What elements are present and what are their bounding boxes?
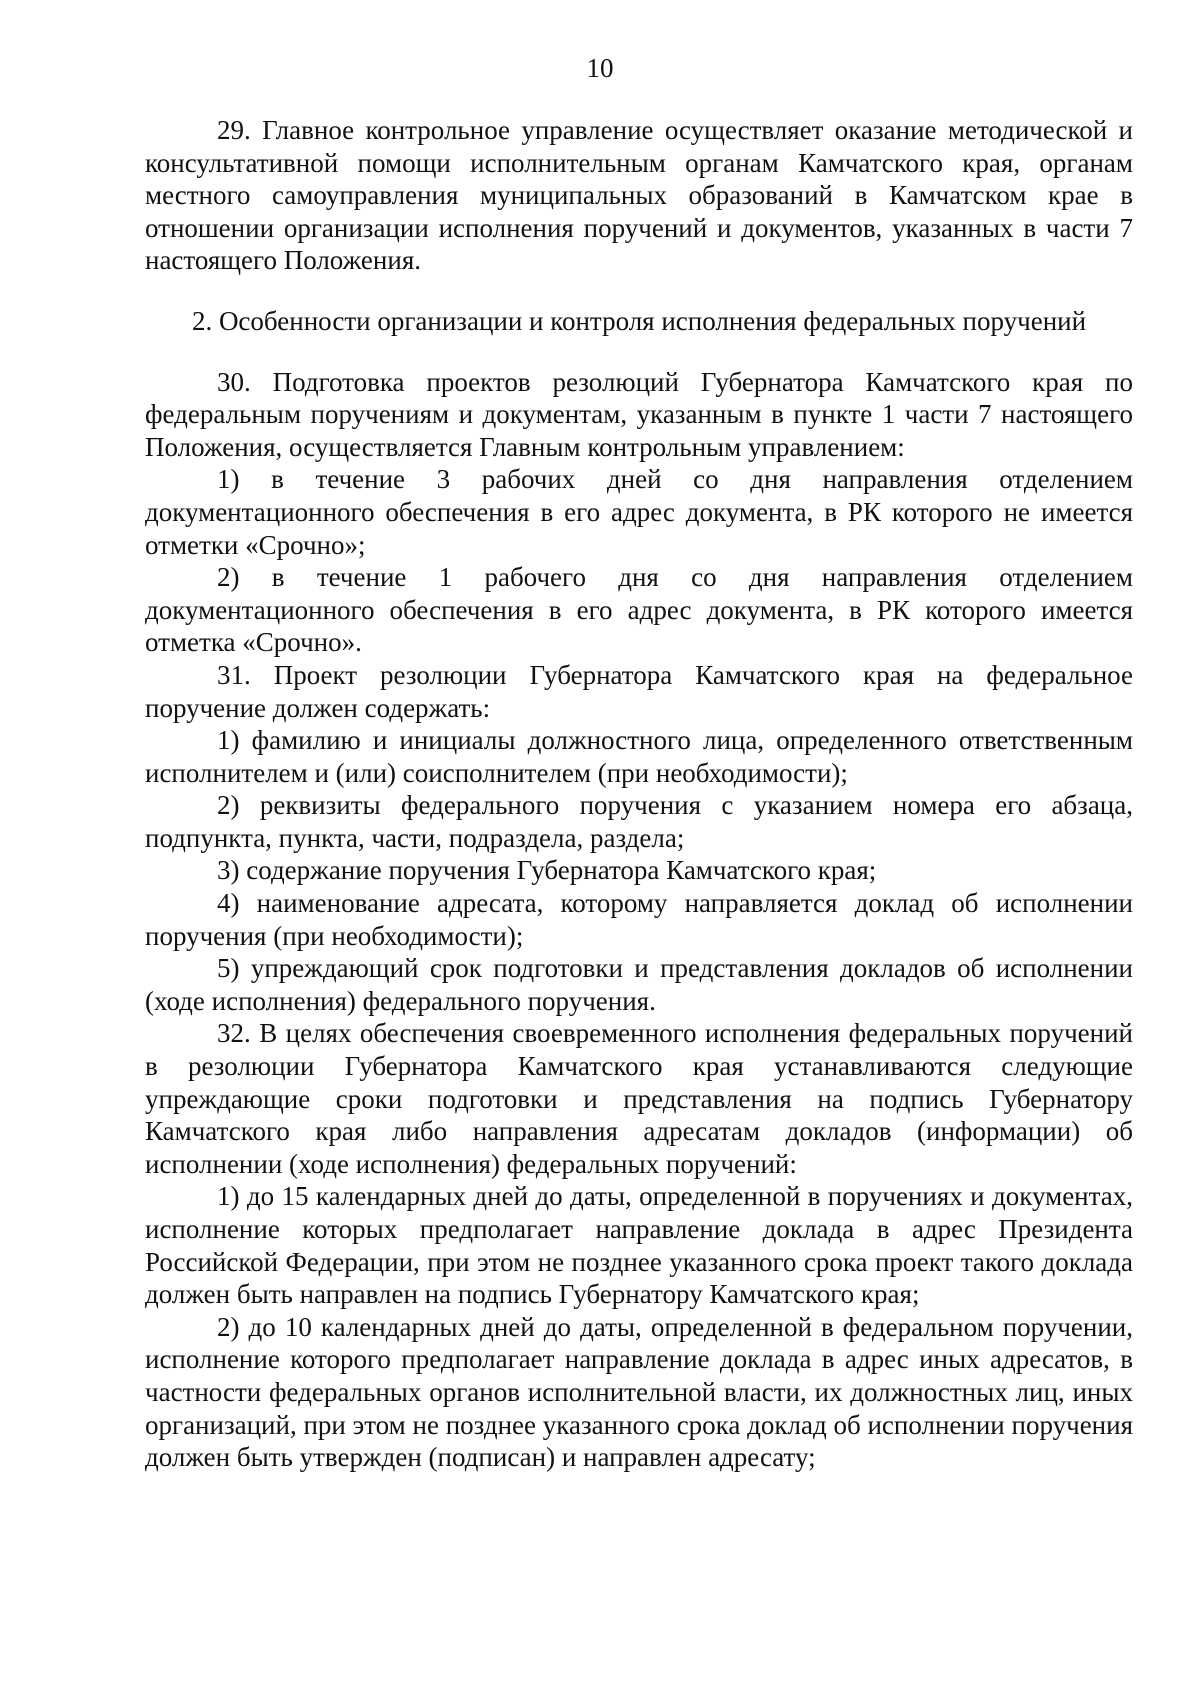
paragraph-32: 32. В целях обеспечения своевременного исполнения федеральных поручений в резолюции Губернатора Камчатского края устанавливаются следующие упреждающие сроки подготовки и представления на подпись Губернатору Камчатского края либо направления адресатам докладов (информации) об исполнении (ходе исполнения) федеральных поручений: [145, 1018, 1133, 1179]
page-number: 10 [586, 53, 614, 83]
document-body [145, 114, 1133, 1474]
section-heading: 2. Особенности организации и контроля исполнения федеральных поручений [191, 305, 1087, 336]
paragraph-32-item-2: 2) до 10 календарных дней до даты, определенной в федеральном поручении, исполнение которого предполагает направление доклада в адрес иных адресатов, в частности федеральных органов исполнительной власти, их должностных лиц, иных организаций, при этом не позднее указанного срока доклад об исполнении поручения должен быть утвержден (подписан) и направлен адресату; [145, 1311, 1133, 1473]
paragraph-29: 29. Главное контрольное управление осуществляет оказание методической и консультативной помощи исполнительным органам Камчатского края, органам местного самоуправления муниципальных образований в Камчатском крае в отношении организации исполнения поручений и документов, указанных в части 7 настоящего Положения. [145, 115, 1133, 276]
paragraph-31-item-4: 4) наименование адресата, которому направляется доклад об исполнении поручения (при необходимости); [145, 888, 1133, 951]
paragraph-30-item-1: 1) в течение 3 рабочих дней со дня направления отделением документационного обеспечения в его адрес документа, в РК которого не имеется отметки «Срочно»; [145, 464, 1133, 560]
paragraph-31-item-1: 1) фамилию и инициалы должностного лица, определенного ответственным исполнителем и (или) соисполнителем (при необходимости); [145, 725, 1133, 788]
paragraph-31: 31. Проект резолюции Губернатора Камчатского края на федеральное поручение должен содержать: [145, 659, 1133, 723]
paragraph-32-item-1: 1) до 15 календарных дней до даты, определенной в поручениях и документах, исполнение которых предполагает направление доклада в адрес Президента Российской Федерации, при этом не позднее указанного срока проект такого доклада должен быть направлен на подпись Губернатору Камчатского края; [145, 1181, 1133, 1310]
paragraph-31-item-2: 2) реквизиты федерального поручения с указанием номера его абзаца, подпункта, пункта, части, подраздела, раздела; [145, 790, 1133, 853]
paragraph-31-item-5: 5) упреждающий срок подготовки и представления докладов об исполнении (ходе исполнения) федерального поручения. [145, 953, 1133, 1016]
paragraph-30: 30. Подготовка проектов резолюций Губернатора Камчатского края по федеральным поручениям и документам, указанным в пункте 1 части 7 настоящего Положения, осуществляется Главным контрольным управлением: [145, 366, 1133, 462]
paragraph-31-item-3: 3) содержание поручения Губернатора Камчатского края; [217, 855, 877, 886]
paragraph-30-item-2: 2) в течение 1 рабочего дня со дня направления отделением документационного обеспечения в его адрес документа, в РК которого имеется отметка «Срочно». [145, 562, 1133, 658]
